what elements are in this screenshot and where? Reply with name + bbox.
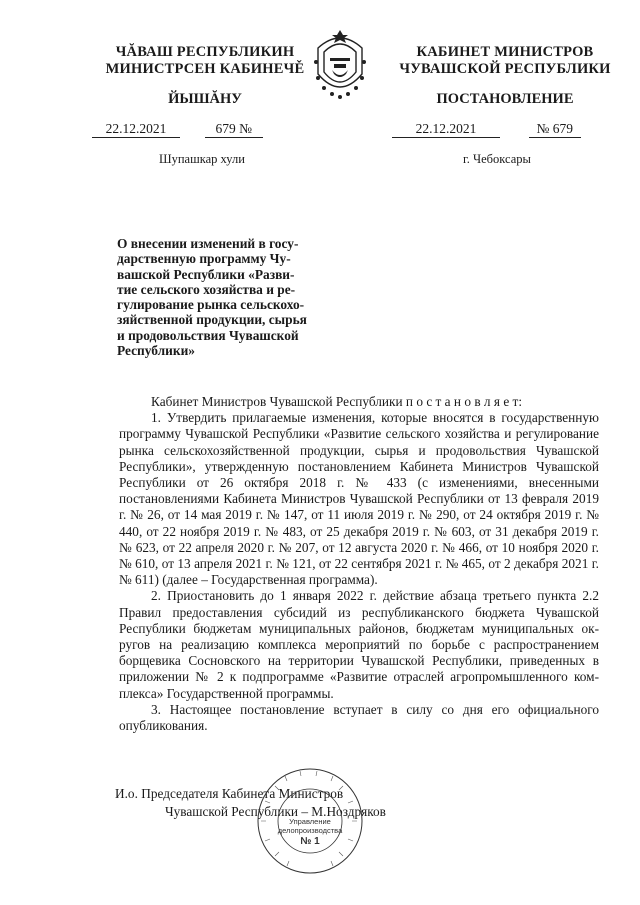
header-left-line2: МИНИСТРСЕН КАБИНЕЧĚ	[105, 61, 305, 77]
body-intro: Кабинет Министров Чувашской Республики п о с т а н о в л я е т:	[151, 394, 523, 409]
body-paragraph-2: 2. Приостановить до 1 января 2022 г. действие абзаца третьего пункта 2.2 Правил предоставления субсидий из республиканского бюджета Чувашской Республики бюджетам муниципальных районов, бюджетам муниципальных округов на реализацию комплекса мероприятий по борьбе с распространением борщевика Сосновского на территории Чувашской Республики, приведенных в приложении № 2 к подпрограмме «Развитие отраслей агропромышленного комплекса» Государственной программы.	[119, 588, 599, 701]
body-paragraph-3: 3. Настоящее постановление вступает в силу со дня его официального опубликования.	[119, 701, 599, 734]
header-left-org	[95, 44, 315, 78]
left-date: 22.12.2021	[92, 121, 180, 138]
title-line: вашской Республики «Разви-	[117, 266, 295, 282]
stamp-text	[271, 817, 349, 846]
right-date-line	[392, 121, 581, 138]
body-paragraph-1: 1. Утвердить прилагаемые изменения, которые вносятся в государственную программу Чувашской Республики «Развитие сельского хозяйства и регулирование рынка сельскохозяйственной продукции, сырья и продовольствия Чувашской Республики», утвержденную постановлением Кабинета Министров Чувашской Республики от 26 октября 2018 г. № 433 (с изменениями, внесенными постановлениями Кабинета Министров Чувашской Республики от 13 февраля 2019 г. № 26, от 14 мая 2019 г. № 147, от 11 июля 2019 г. № 290, от 24 октября 2019 г. № 440, от 22 ноября 2019 г. № 483, от 25 декабря 2019 г. № 603, от 31 декабря 2019 г. № 623, от 22 апреля 2020 г. № 207, от 12 августа 2020 г. № 466, от 10 ноября 2020 г. № 610, от 13 апреля 2021 г. № 121, от 22 сентября 2021 г. № 465, от 2 декабря 2021 г. № 611) (далее – Государственная программа).	[119, 410, 599, 588]
right-city: г. Чебоксары	[463, 152, 531, 166]
header-right-line1: КАБИНЕТ МИНИСТРОВ	[416, 44, 594, 60]
title-line: и продовольствия Чувашской	[117, 327, 299, 343]
title-line: зяйственной продукции, сырья	[117, 312, 307, 328]
title-line: О внесении изменений в госу-	[117, 236, 299, 251]
stamp-inner-number: № 1	[300, 836, 320, 847]
right-date: 22.12.2021	[392, 121, 500, 138]
title-line: Республики»	[117, 343, 196, 359]
header-left-doc-type: ЙЫШĂНУ	[168, 91, 242, 107]
title-line: дарственную программу Чу-	[117, 251, 291, 267]
document-body	[119, 394, 599, 734]
header-left-line1: ЧĂВАШ РЕСПУБЛИКИН	[115, 44, 295, 60]
left-city: Шупашкар хули	[159, 152, 245, 166]
signature-line2: Чувашской Республики – М.Ноздряков	[165, 804, 386, 819]
header-right-doc-type: ПОСТАНОВЛЕНИЕ	[436, 91, 574, 107]
right-number: № 679	[529, 121, 581, 138]
header-right-line2: ЧУВАШСКОЙ РЕСПУБЛИКИ	[399, 61, 611, 77]
stamp-inner-line1: Управление	[289, 817, 331, 826]
left-number: 679 №	[205, 121, 263, 138]
emblem-icon	[308, 18, 372, 102]
document-title	[117, 236, 317, 358]
header-right-org	[395, 44, 615, 78]
title-line: тие сельского хозяйства и ре-	[117, 281, 296, 297]
stamp-inner-line2: делопроизводства	[277, 826, 343, 835]
left-date-line	[92, 121, 263, 138]
title-line: гулирование рынка сельскохо-	[117, 297, 305, 313]
signature-line1: И.о. Председателя Кабинета Министров	[115, 786, 344, 801]
